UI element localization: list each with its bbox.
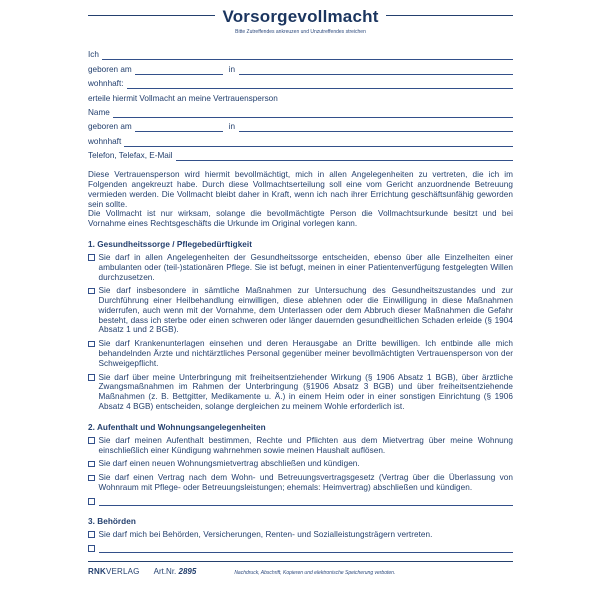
section-3-item-1 — [88, 530, 513, 540]
geboren-am-label: geboren am — [88, 64, 132, 74]
custom-entry-line[interactable] — [99, 544, 514, 553]
section-1-item-2 — [88, 286, 513, 335]
form-subtitle: Bitte Zutreffendes ankreuzen und Unzutreffendes streichen — [235, 29, 366, 35]
section-1-item-4 — [88, 373, 513, 412]
erteile-text: erteile hiermit Vollmacht an meine Vertrauensperson — [88, 93, 278, 103]
field-row-geboren-1 — [88, 60, 513, 74]
brand-bold: RNK — [88, 566, 106, 576]
field-row-erteile — [88, 89, 513, 103]
copyright-notice: Nachdruck, Abschrift, Kopieren und elektronische Speicherung verboten. — [234, 569, 396, 576]
checkbox[interactable] — [88, 531, 95, 538]
checkbox[interactable] — [88, 475, 95, 482]
wohnhaft-input-line[interactable] — [127, 79, 513, 89]
wohnhaft-colon-label: wohnhaft: — [88, 79, 124, 89]
geburtsort-input-line[interactable] — [239, 65, 513, 75]
ich-input-line[interactable] — [102, 50, 513, 60]
footer — [88, 561, 513, 576]
checkbox[interactable] — [88, 374, 95, 381]
checkbox-item-text: Sie darf mich bei Behörden, Versicherungen, Renten- und Sozialleistungsträgern vertreten. — [98, 529, 433, 539]
wohnhaft2-input-line[interactable] — [124, 137, 513, 147]
geboren-am2-input-line[interactable] — [135, 122, 223, 132]
page-title: Vorsorgevollmacht — [222, 7, 379, 26]
section-3-heading: 3. Behörden — [88, 516, 136, 526]
name-input-line[interactable] — [113, 108, 513, 118]
title-rule-right — [386, 15, 513, 16]
field-row-telefon — [88, 147, 513, 161]
checkbox[interactable] — [88, 341, 95, 348]
telefon-input-line[interactable] — [176, 151, 514, 161]
geboren-am-input-line[interactable] — [135, 65, 223, 75]
intro-paragraph-1: Diese Vertrauensperson wird hiermit bevollmächtigt, mich in allen Angelegenheiten zu vertreten, die ich im Folgenden angekreuzt habe. Durch diese Vollmachtserteilung soll eine vom Gericht anzuordnende Betreuung vermieden werden. Die Vollmacht bleibt daher in Kraft, wenn ich nach ihrer Errichtung geschäftsunfähig geworden sein sollte. — [88, 170, 513, 209]
publisher-brand — [88, 567, 140, 576]
form-title-row — [88, 7, 513, 27]
geboren-am2-label: geboren am — [88, 122, 132, 132]
field-row-geboren-2 — [88, 118, 513, 132]
wohnhaft-label: wohnhaft — [88, 136, 122, 146]
checkbox[interactable] — [88, 461, 95, 468]
checkbox[interactable] — [88, 498, 95, 505]
section-2-item-blank — [88, 497, 513, 506]
telefon-label: Telefon, Telefax, E-Mail — [88, 151, 173, 161]
section-2-item-1 — [88, 436, 513, 456]
field-row-wohnhaft-1 — [88, 75, 513, 89]
principal-fields — [88, 46, 513, 161]
section-2-heading: 2. Aufenthalt und Wohnungsangelegenheiten — [88, 422, 266, 432]
field-row-wohnhaft-2 — [88, 132, 513, 146]
field-row-name — [88, 104, 513, 118]
name-label: Name — [88, 107, 110, 117]
checkbox[interactable] — [88, 288, 95, 295]
section-2-item-2 — [88, 459, 513, 469]
field-row-ich — [88, 46, 513, 60]
ich-label: Ich — [88, 50, 99, 60]
checkbox[interactable] — [88, 545, 95, 552]
section-1-item-1 — [88, 253, 513, 282]
checkbox[interactable] — [88, 437, 95, 444]
section-1-heading: 1. Gesundheitssorge / Pflegebedürftigkeit — [88, 239, 253, 249]
checkbox[interactable] — [88, 254, 95, 261]
brand-rest: VERLAG — [105, 566, 140, 576]
section-1-item-3 — [88, 339, 513, 368]
in-label: in — [228, 64, 236, 74]
article-number — [154, 567, 197, 576]
checkbox-item-text: Sie darf Krankenunterlagen einsehen und deren Herausgabe an Dritte bewilligen. Ich entbinde alle mich behandelnden Ärzte und nichtärztliches Personal gegenüber meiner bevollmächtigten Vertrauensperson von der Schweigepflicht. — [98, 339, 513, 368]
artnr-value: 2895 — [178, 566, 197, 576]
custom-entry-line[interactable] — [99, 497, 514, 506]
in2-label: in — [228, 122, 236, 132]
section-2-item-3 — [88, 473, 513, 493]
intro-paragraphs — [88, 170, 513, 229]
checkbox-item-text: Sie darf in allen Angelegenheiten der Gesundheitssorge entscheiden, ebenso über alle Einzelheiten einer ambulanten oder (teil-)stationären Pflege. Sie ist befugt, meinen in einer Patientenverfügung festgelegten Willen durchzusetzen. — [98, 252, 513, 282]
checkbox-item-text: Sie darf einen neuen Wohnungsmietvertrag abschließen und kündigen. — [98, 459, 360, 469]
title-rule-left — [88, 15, 215, 16]
intro-paragraph-2: Die Vollmacht ist nur wirksam, solange die bevollmächtigte Person die Vollmachtsurkunde besitzt und bei Vornahme eines Rechtsgeschäfts die Urkunde im Original vorlegen kann. — [88, 209, 513, 229]
checkbox-item-text: Sie darf über meine Unterbringung mit freiheitsentziehender Wirkung (§ 1906 Absatz 1 BGB), über ärztliche Zwangsmaßnahmen im Rahmen der Unterbringung (§1906 Absatz 3 BGB) und über freiheitsentziehende Maßnahmen (z. B. Bettgitter, Medikamente u. Ä.) in einem Heim oder in einer sonstigen Einrichtung (§ 1906 Absatz 4 BGB) entscheiden, solange dergleichen zu meinem Wohle erforderlich ist. — [98, 372, 513, 412]
checkbox-item-text: Sie darf einen Vertrag nach dem Wohn- und Betreuungsvertragsgesetz (Vertrag über die Überlassung von Wohnraum mit Pflege- oder Betreuungsleistungen; ehemals: Heimvertrag) abschließen und kündigen. — [98, 473, 513, 493]
checkbox-item-text: Sie darf insbesondere in sämtliche Maßnahmen zur Untersuchung des Gesundheitszustandes und zur Durchführung einer Heilbehandlung einwilligen, diese ablehnen oder die Einwilligung in diese Maßnahmen widerrufen, auch wenn mit der Vornahme, dem Unterlassen oder dem Abbruch dieser Maßnahmen die Gefahr besteht, dass ich sterbe oder einen schweren oder länger dauernden gesundheitlichen Schaden erleide (§ 1904 Absatz 1 und 2 BGB). — [98, 286, 513, 335]
section-3-item-blank — [88, 544, 513, 553]
checkbox-item-text: Sie darf meinen Aufenthalt bestimmen, Rechte und Pflichten aus dem Mietvertrag über meine Wohnung einschließlich einer Kündigung wahrnehmen sowie meinen Haushalt auflösen. — [98, 435, 513, 455]
geburtsort2-input-line[interactable] — [239, 122, 513, 132]
artnr-label: Art.Nr. — [153, 566, 177, 576]
